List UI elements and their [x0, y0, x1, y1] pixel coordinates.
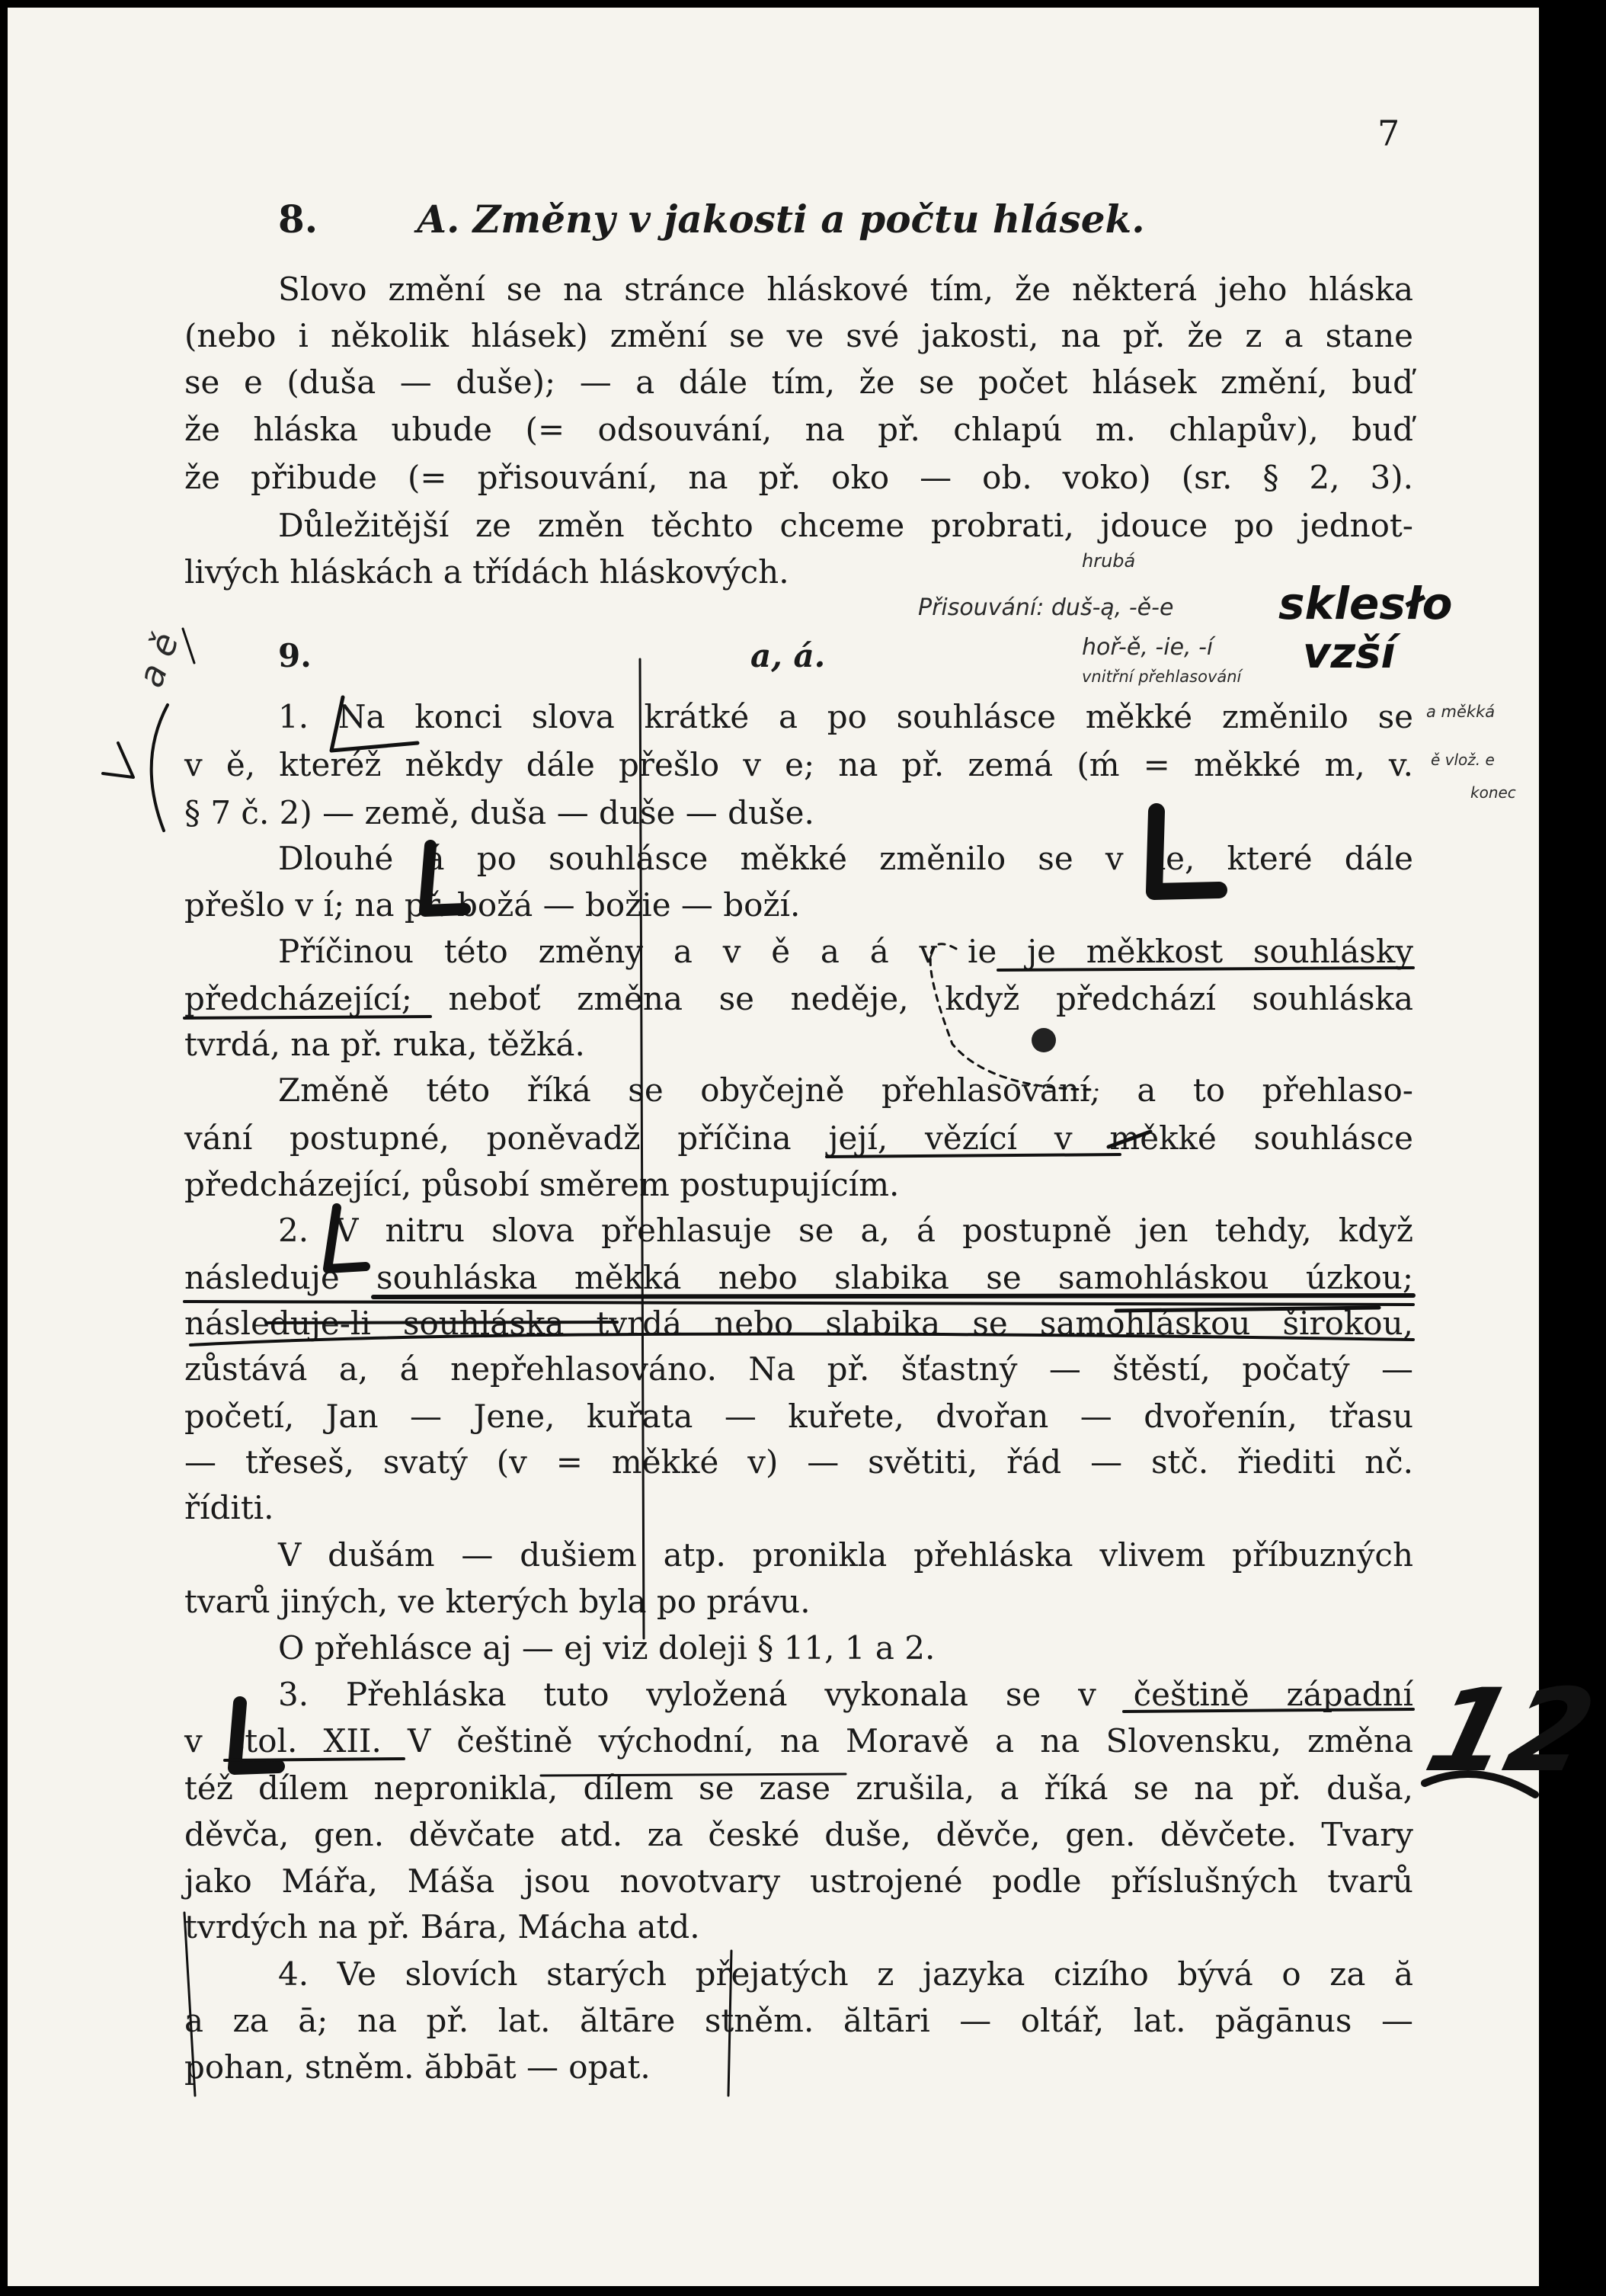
section-title: A. Změny v jakosti a počtu hlásek. — [417, 197, 1145, 242]
handwritten-note: vnitřní přehlasování — [1082, 668, 1242, 686]
handwritten-note: hoř-ě, -ie, -í — [1082, 634, 1214, 661]
text-line: početí, Jan — Jene, kuřata — kuřete, dvořan — dvořenín, třasu — [184, 1398, 1413, 1435]
handwritten-note: ě vlož. e — [1431, 751, 1495, 769]
handwritten-note: konec — [1470, 783, 1516, 802]
text-line: Příčinou této změny a v ě a á v ie je měkkost souhlásky — [278, 933, 1413, 970]
text-line: v ě, kteréž někdy dále přešlo v e; na př. zemá (ḿ = měkké m, v. — [184, 746, 1413, 783]
text-line: § 7 č. 2) — země, duša — duše — duše. — [184, 794, 814, 831]
text-line: říditi. — [184, 1489, 274, 1526]
subsection-title: a, á. — [750, 637, 826, 674]
handwritten-note: a ě — [130, 627, 187, 693]
bracket-mark — [152, 705, 168, 831]
text-line: vání postupné, poněvadž příčina její, vězící v měkké souhlásce — [184, 1119, 1413, 1157]
page-number: 7 — [1377, 113, 1400, 154]
handwritten-note: a měkká — [1426, 703, 1496, 721]
text-line: tvrdá, na př. ruka, těžká. — [184, 1026, 585, 1063]
text-line: 3. Přehláska tuto vyložená vykonala se v češtině západní — [278, 1676, 1413, 1713]
text-line: 4. Ve slovích starých přejatých z jazyka cizího bývá o za ă — [278, 1955, 1413, 1993]
subsection-number: 9. — [278, 637, 312, 674]
text-line: následuje-li souhláska tvrdá nebo slabika se samohláskou širokou, — [184, 1305, 1413, 1342]
text-line: v stol. XII. V češtině východní, na Moravě a na Slovensku, změna — [184, 1722, 1413, 1760]
text-line: následuje souhláska měkká nebo slabika se samohláskou úzkou; — [184, 1259, 1413, 1296]
handwritten-note: sklesło — [1278, 578, 1453, 629]
text-line: Změně této říká se obyčejně přehlasování, a to přehlaso- — [278, 1071, 1413, 1109]
text-line: že přibude (= přisouvání, na př. oko — ob. voko) (sr. § 2, 3). — [184, 459, 1413, 496]
text-line: předcházející, působí směrem postupujícím. — [184, 1166, 900, 1203]
handwritten-note: hrubá — [1082, 550, 1136, 572]
scanned-page — [8, 8, 1606, 2286]
text-line: (nebo i několik hlásek) změní se ve své jakosti, na př. že z a stane — [184, 317, 1413, 354]
handwritten-note: vzší — [1303, 629, 1396, 678]
section-number: 8. — [278, 197, 318, 242]
text-line: se e (duša — duše); — a dále tím, že se počet hlásek změní, buď — [184, 363, 1413, 401]
text-line: livých hláskách a třídách hláskových. — [184, 553, 789, 591]
text-line: že hláska ubude (= odsouvání, na př. chlapú m. chlapův), buď — [184, 411, 1413, 448]
text-line: — třeseš, svatý (v = měkké v) — světiti, řád — stč. řiediti nč. — [184, 1443, 1413, 1481]
handwritten-number: 12 — [1414, 1665, 1606, 1798]
text-line: pohan, stněm. ăbbāt — opat. — [184, 2048, 651, 2086]
text-line: V dušám — dušiem atp. pronikla přehláska vlivem příbuzných — [278, 1536, 1413, 1574]
ink-blot — [1032, 1028, 1056, 1052]
text-line: děvča, gen. děvčate atd. za české duše, děvče, gen. děvčete. Tvary — [184, 1816, 1413, 1853]
text-line: 2. V nitru slova přehlasuje se a, á postupně jen tehdy, když — [278, 1212, 1413, 1249]
text-line: zůstává a, á nepřehlasováno. Na př. šťastný — štěstí, počatý — — [184, 1350, 1413, 1388]
text-line: tvarů jiných, ve kterých byla po právu. — [184, 1583, 811, 1620]
text-line: jako Mářa, Máša jsou novotvary ustrojené podle příslušných tvarů — [184, 1862, 1413, 1900]
text-line: Dlouhé á po souhlásce měkké změnilo se v ie, které dále — [278, 840, 1413, 877]
text-line: Slovo změní se na stránce hláskové tím, že některá jeho hláska — [278, 271, 1413, 308]
text-line: O přehlásce aj — ej viz doleji § 11, 1 a 2. — [278, 1629, 936, 1667]
text-line: předcházející; neboť změna se neděje, když předchází souhláska — [184, 980, 1413, 1017]
text-line: Důležitější ze změn těchto chceme probrati, jdouce po jednot- — [278, 507, 1413, 544]
handwritten-note: Přisouvání: duš-ą, -ě-e — [918, 594, 1174, 621]
text-line: přešlo v í; na př. božá — božie — boží. — [184, 886, 801, 924]
text-line: a za ā; na př. lat. ăltāre stněm. ăltāri — oltář, lat. păgānus — — [184, 2002, 1413, 2039]
text-line: tvrdých na př. Bára, Mácha atd. — [184, 1908, 700, 1945]
section-heading — [278, 197, 1145, 242]
text-line: též dílem nepronikla, dílem se zase zrušila, a říká se na př. duša, — [184, 1769, 1413, 1807]
text-line: 1. Na konci slova krátké a po souhlásce měkké změnilo se — [278, 698, 1413, 735]
bracket-mark — [103, 743, 133, 777]
